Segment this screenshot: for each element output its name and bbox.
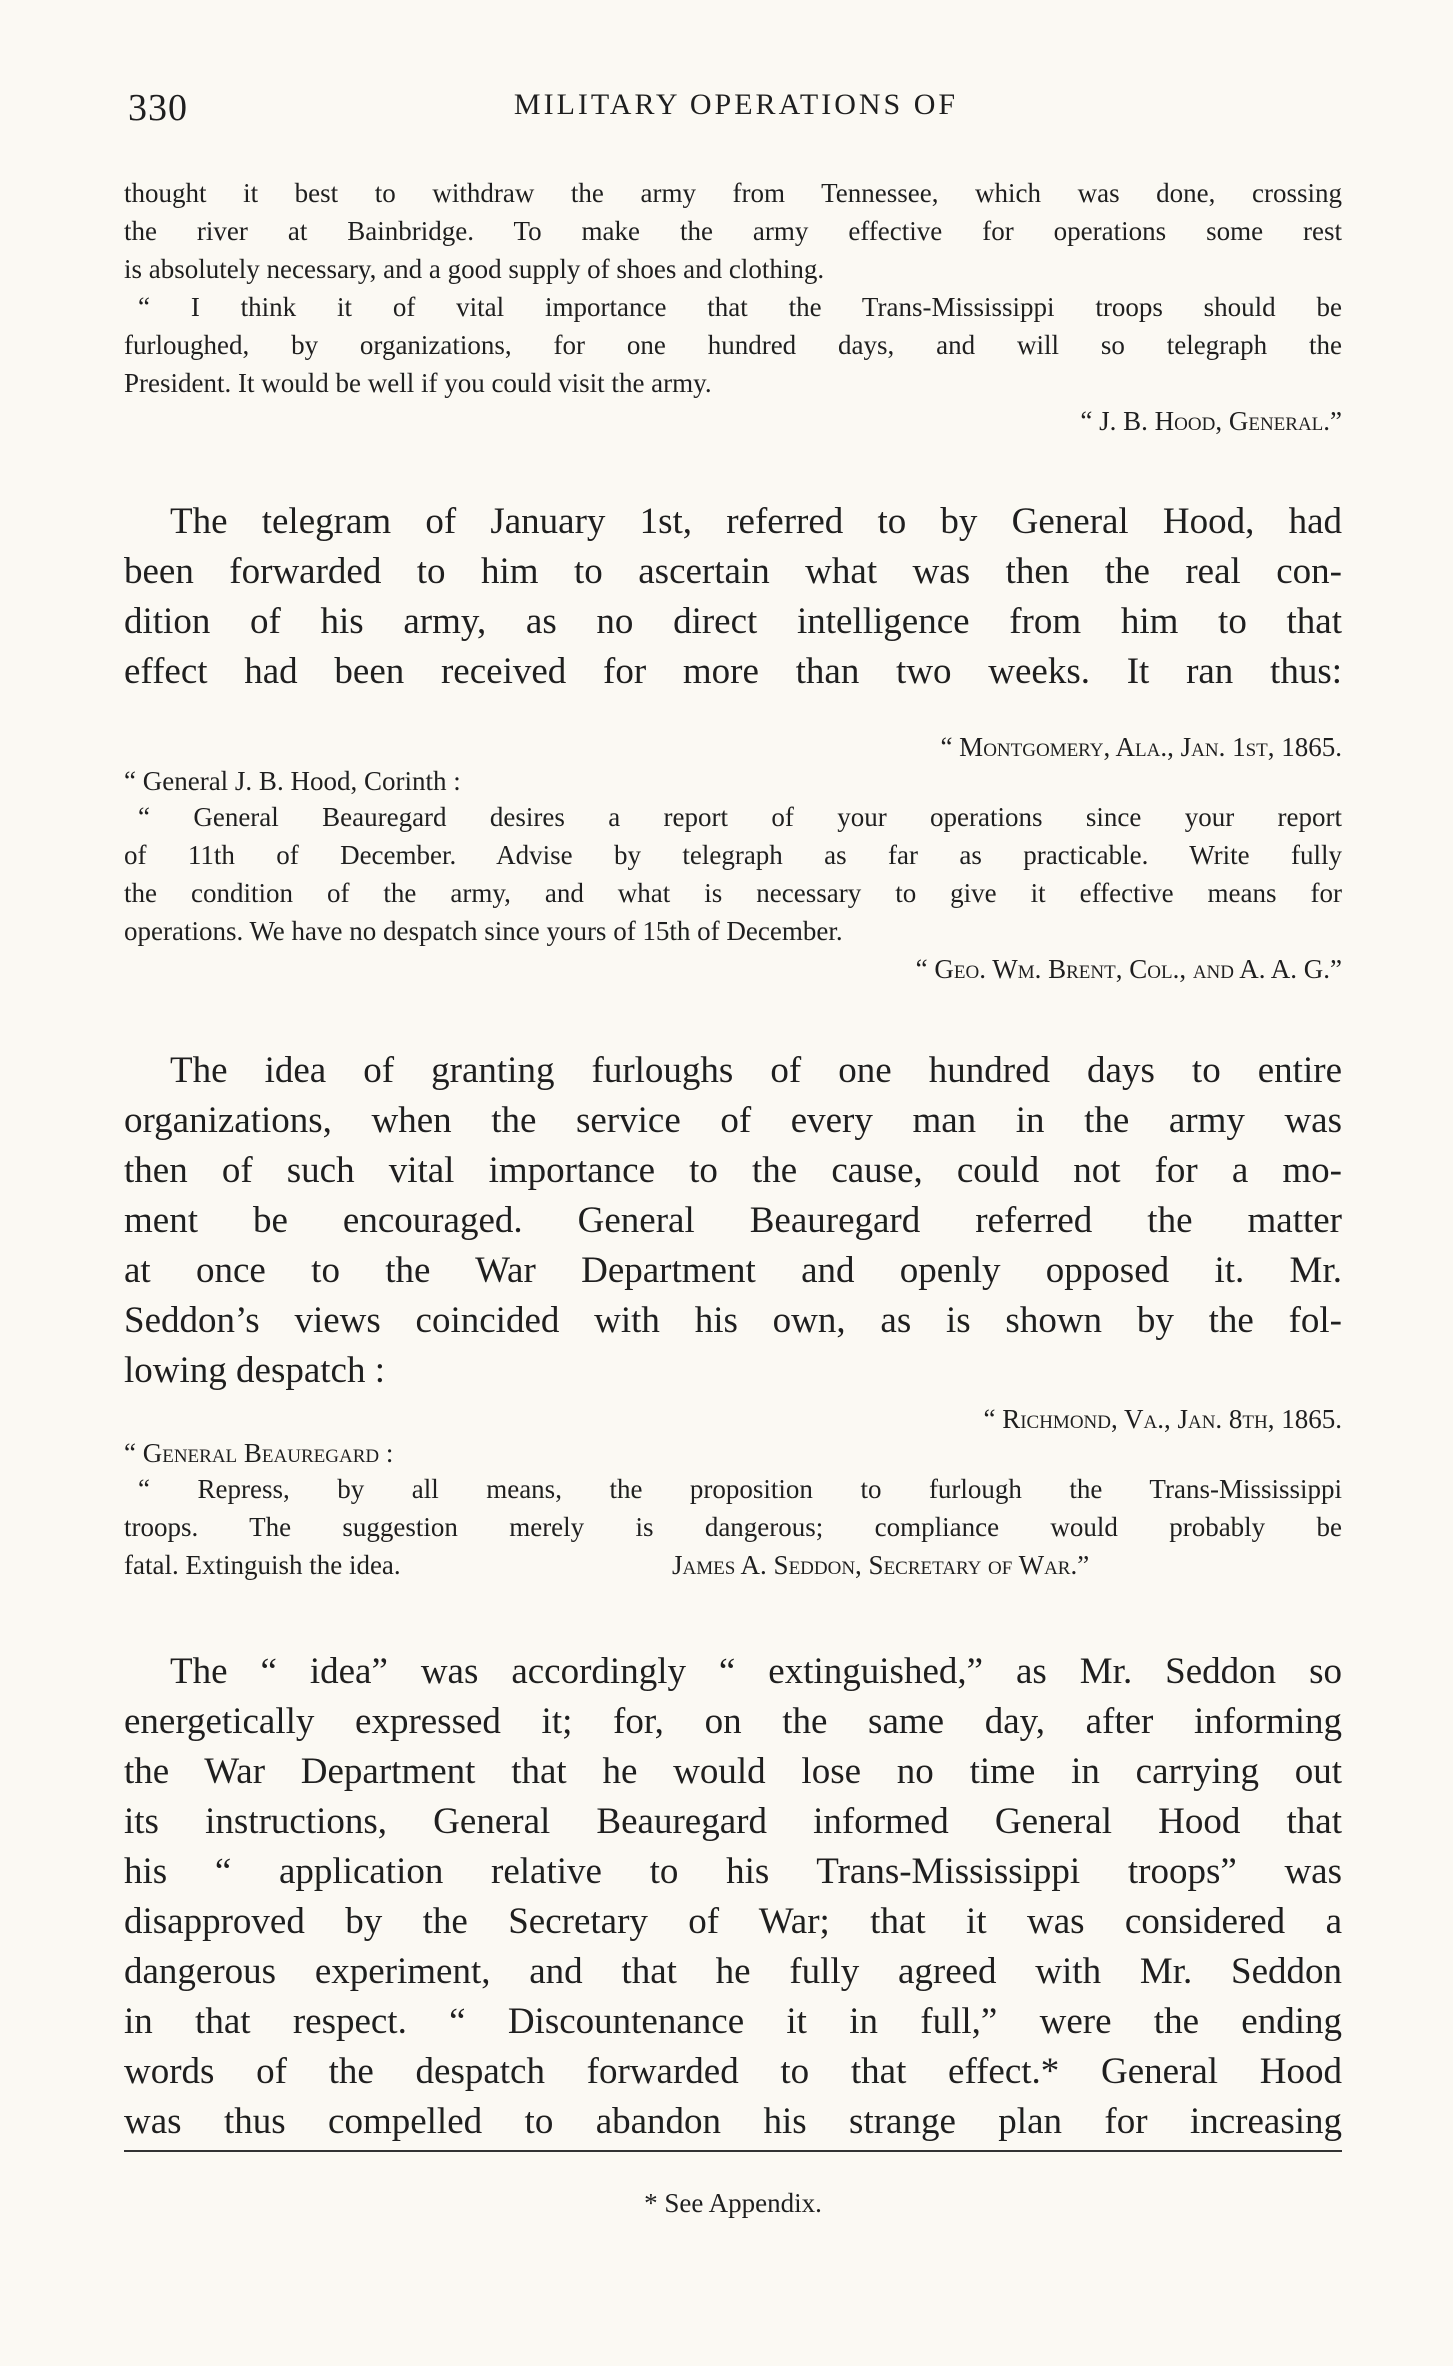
paragraph-2 [124, 1046, 1342, 1396]
text-line: The “ idea” was accordingly “ extinguished,” as Mr. Seddon so [170, 1651, 1342, 1692]
footnote: * See Appendix. [644, 2188, 822, 2218]
text-line: furloughed, by organizations, for one hundred days, and will so telegraph the [124, 330, 1342, 360]
text-line: organizations, when the service of every man in the army was [124, 1100, 1342, 1141]
text-line: dition of his army, as no direct intelligence from him to that [124, 601, 1342, 642]
text-line: the condition of the army, and what is necessary to give it effective means for [124, 878, 1342, 908]
text-line: operations. We have no despatch since yours of 15th of December. [124, 916, 843, 946]
paragraph-1 [124, 497, 1342, 697]
text-line: The telegram of January 1st, referred to by General Hood, had [170, 501, 1342, 542]
running-title: MILITARY OPERATIONS OF [513, 88, 959, 121]
paragraph-3 [124, 1647, 1342, 2147]
text-line: its instructions, General Beauregard informed General Hood that [124, 1801, 1342, 1842]
footnote-divider [124, 2150, 1342, 2152]
text-line: “ I think it of vital importance that the Trans-Mississippi troops should be [138, 292, 1342, 322]
salutation: “ General Beauregard : [124, 1438, 394, 1468]
telegram-seddon [124, 1402, 1342, 1584]
text-line: disapproved by the Secretary of War; that it was considered a [124, 1901, 1342, 1942]
text-line: the War Department that he would lose no time in carrying out [124, 1751, 1342, 1792]
text-line: energetically expressed it; for, on the same day, after informing [124, 1701, 1342, 1742]
text-line: the river at Bainbridge. To make the army effective for operations some rest [124, 216, 1342, 246]
signature-hood: “ J. B. Hood, General.” [1080, 406, 1342, 436]
text-line: lowing despatch : [124, 1350, 386, 1391]
text-line: Seddon’s views coincided with his own, as is shown by the fol- [124, 1300, 1342, 1341]
text-line: thought it best to withdraw the army from Tennessee, which was done, crossing [124, 178, 1342, 208]
dateline: “ Montgomery, Ala., Jan. 1st, 1865. [940, 732, 1342, 762]
page-number: 330 [128, 87, 188, 129]
text-line: troops. The suggestion merely is dangerous; compliance would probably be [124, 1512, 1342, 1542]
signature-seddon: James A. Seddon, Secretary of War.” [672, 1550, 1090, 1580]
running-head [128, 86, 1344, 132]
salutation: “ General J. B. Hood, Corinth : [124, 766, 461, 796]
text-line: at once to the War Department and openly opposed it. Mr. [124, 1250, 1342, 1291]
text-line: fatal. Extinguish the idea. [124, 1550, 401, 1580]
text-line: of 11th of December. Advise by telegraph as far as practicable. Write fully [124, 840, 1342, 870]
text-line: dangerous experiment, and that he fully agreed with Mr. Seddon [124, 1951, 1342, 1992]
text-line: his “ application relative to his Trans-Mississippi troops” was [124, 1851, 1342, 1892]
text-line: been forwarded to him to ascertain what was then the real con- [124, 551, 1342, 592]
text-line: then of such vital importance to the cause, could not for a mo- [124, 1150, 1342, 1191]
text-line: was thus compelled to abandon his strange plan for increasing [124, 2101, 1342, 2142]
text-line: “ General Beauregard desires a report of your operations since your report [138, 802, 1342, 832]
text-line: words of the despatch forwarded to that effect.* General Hood [124, 2051, 1342, 2092]
text-line: President. It would be well if you could visit the army. [124, 368, 712, 398]
text-line: is absolutely necessary, and a good supply of shoes and clothing. [124, 254, 825, 284]
signature-brent: “ Geo. Wm. Brent, Col., and A. A. G.” [915, 954, 1342, 984]
text-line: ment be encouraged. General Beauregard referred the matter [124, 1200, 1342, 1241]
text-line: in that respect. “ Discountenance it in full,” were the ending [124, 2001, 1342, 2042]
text-line: “ Repress, by all means, the proposition to furlough the Trans-Mississippi [138, 1474, 1342, 1504]
text-line: The idea of granting furloughs of one hundred days to entire [170, 1050, 1342, 1091]
quoted-telegram-hood [124, 174, 1342, 440]
telegram-brent [124, 730, 1342, 988]
dateline: “ Richmond, Va., Jan. 8th, 1865. [983, 1404, 1342, 1434]
text-line: effect had been received for more than two weeks. It ran thus: [124, 651, 1342, 692]
text-line-with-signature [124, 1546, 1342, 1584]
